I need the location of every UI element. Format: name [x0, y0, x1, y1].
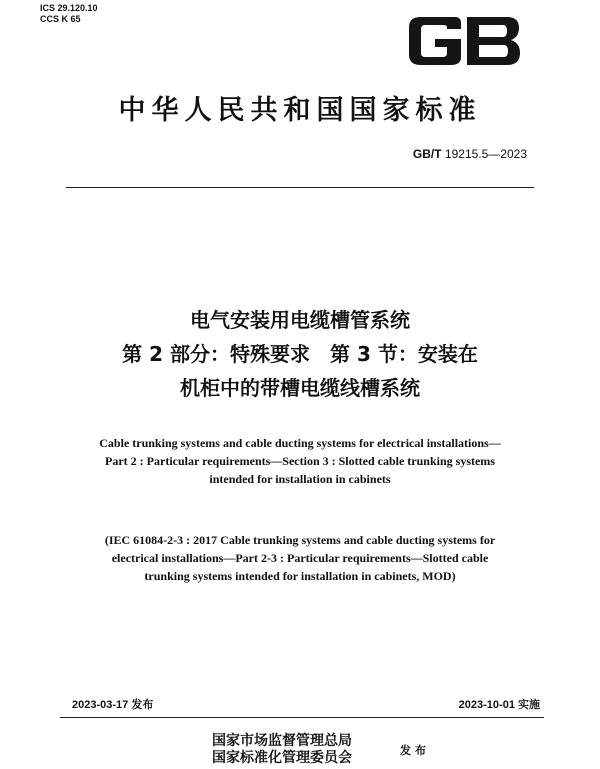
issuer-sac: 国家标准化管理委员会 [212, 750, 352, 766]
issue-date: 2023-03-17 发布 [72, 699, 154, 711]
english-title-line-2: Part 2 : Particular requirements—Section 3 : Slotted cable trunking systems [105, 454, 495, 468]
footer-divider [60, 717, 544, 718]
implementation-date: 2023-10-01 实施 [458, 699, 540, 711]
iec-line-3: trunking systems intended for installation in cabinets, MOD) [144, 569, 456, 583]
chinese-title [0, 303, 600, 405]
chinese-title-line-3: 机柜中的带槽电缆线槽系统 [180, 376, 420, 400]
english-title [0, 434, 600, 488]
issuer-samr: 国家市场监督管理总局 [212, 733, 352, 749]
iec-line-2: electrical installations—Part 2-3 : Particular requirements—Slotted cable [111, 551, 489, 565]
header-divider [66, 187, 534, 188]
chinese-title-line-2: 第 2 部分：特殊要求 第 3 节：安装在 [122, 342, 478, 366]
classification-codes [40, 3, 98, 25]
ics-code: ICS 29.120.10 [40, 3, 98, 13]
iec-line-1: (IEC 61084-2-3 : 2017 Cable trunking systems and cable ducting systems for [104, 533, 496, 547]
issuing-body-title: 中华人民共和国国家标准 [118, 95, 482, 126]
standard-prefix: GB/T [412, 147, 442, 161]
iec-adoption-note [0, 531, 600, 585]
issuing-authorities [212, 733, 352, 767]
chinese-title-line-1: 电气安装用电缆槽管系统 [190, 308, 410, 332]
standard-code: 19215.5—2023 [444, 147, 527, 161]
publish-label: 发布 [400, 744, 430, 757]
gb-logo [403, 13, 525, 69]
english-title-line-1: Cable trunking systems and cable ducting systems for electrical installations— [99, 436, 501, 450]
ccs-code: CCS K 65 [40, 14, 81, 24]
gb-logo-graphic [403, 13, 525, 69]
english-title-line-3: intended for installation in cabinets [209, 472, 391, 486]
standard-number [413, 147, 527, 161]
